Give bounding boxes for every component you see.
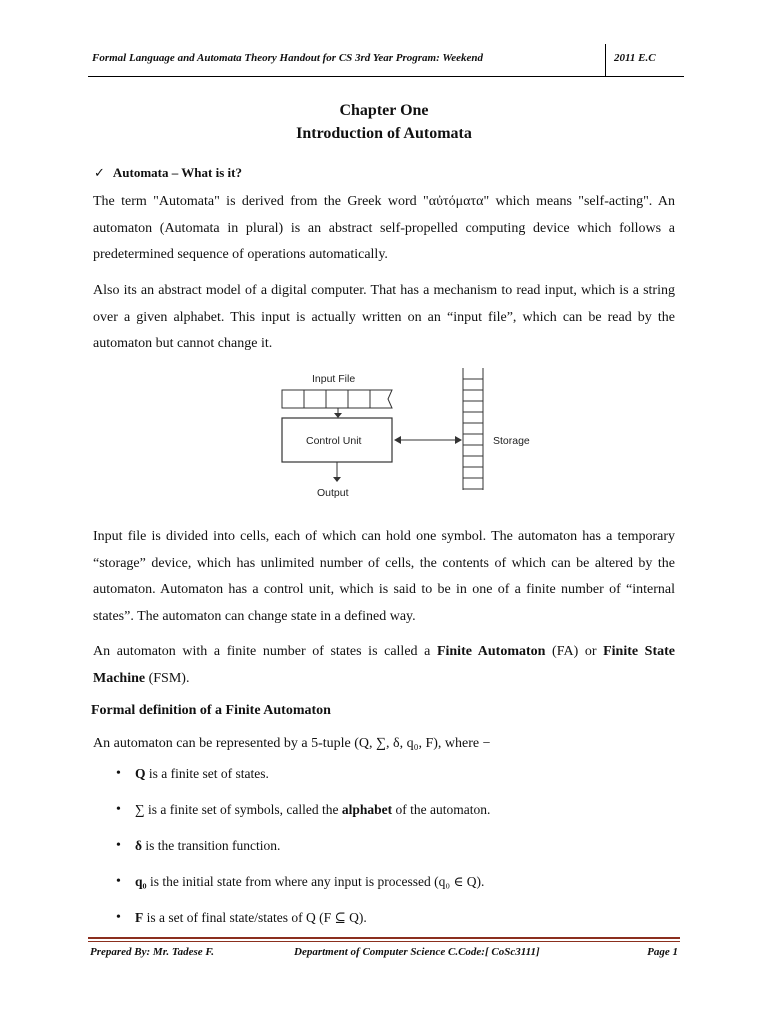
chapter-number: Chapter One xyxy=(339,102,429,119)
footer-rule-thick xyxy=(88,937,680,939)
paragraph-five-tuple: An automaton can be represented by a 5-tuple (Q, ∑, δ, q₀, F), where − xyxy=(93,736,491,751)
list-item-symbol: ∑ xyxy=(135,802,145,817)
list-item xyxy=(116,798,676,834)
term-finite-state-machine: Finite State Machine xyxy=(93,644,676,686)
storage-stack xyxy=(463,368,483,490)
definition-list xyxy=(116,762,676,942)
term-finite-automaton: Finite Automaton xyxy=(436,644,546,659)
p4-pre: An automaton with a finite number of states is called a xyxy=(93,644,437,659)
storage-label: Storage xyxy=(493,435,530,447)
list-item-text: is the transition function. xyxy=(142,838,281,853)
bullet-icon: • xyxy=(116,802,121,817)
paragraph-definition: The term "Automata" is derived from the Greek word "αὐτόματα" which means "self-acting". An automaton (Automata in plural) is an abstract self-propelled computing device which follows a predetermined sequence of operations automatically. xyxy=(93,194,675,262)
control-unit-label: Control Unit xyxy=(306,435,362,447)
footer-department: Department of Computer Science C.Code:[ CoSc3111] xyxy=(294,946,540,958)
input-tape xyxy=(282,390,392,408)
list-item-text: is the initial state from where any input is processed (q₀ ∈ Q). xyxy=(146,874,485,889)
formal-definition-heading: Formal definition of a Finite Automaton xyxy=(91,703,331,718)
list-item-symbol: q₀ xyxy=(135,874,147,889)
list-item xyxy=(116,762,676,798)
header-title: Formal Language and Automata Theory Handout for CS 3rd Year Program: Weekend xyxy=(92,52,484,64)
paragraph-model: Also its an abstract model of a digital computer. That has a mechanism to read input, which is a string over a given alphabet. This input is actually written on an “input file”, which can be read by the automaton but cannot change it. xyxy=(93,283,675,351)
header-divider xyxy=(605,44,606,76)
section-heading-text: Automata – What is it? xyxy=(112,165,242,180)
list-item-symbol: Q xyxy=(135,766,146,781)
footer-page-number: Page 1 xyxy=(647,946,678,958)
footer-rule-thin xyxy=(88,941,680,942)
bullet-icon: • xyxy=(116,838,121,853)
check-icon: ✓ xyxy=(94,165,105,180)
section-heading xyxy=(94,165,242,181)
bullet-icon: • xyxy=(116,766,121,781)
list-item-text: is a finite set of states. xyxy=(145,766,269,781)
list-item-tail: of the automaton. xyxy=(392,802,491,817)
output-label: Output xyxy=(317,487,349,499)
bullet-icon: • xyxy=(116,910,121,925)
page-footer xyxy=(90,946,680,962)
paragraph-finite-automaton xyxy=(93,639,675,692)
list-item-symbol: F xyxy=(135,910,144,925)
list-item xyxy=(116,834,676,870)
list-item xyxy=(116,870,676,906)
bullet-icon: • xyxy=(116,874,121,889)
term-alphabet: alphabet xyxy=(341,802,393,817)
list-item-symbol: δ xyxy=(135,838,143,853)
p4-mid: (FA) or xyxy=(545,644,604,659)
header-year: 2011 E.C xyxy=(614,52,656,64)
paragraph-input-file: Input file is divided into cells, each of which can hold one symbol. The automaton has a temporary “storage” device, which has unlimited number of cells, the contents of which can be altered by the automaton. Automaton has a control unit, which is said to be in one of a finite number of “internal states”. The automaton can change state in a defined way. xyxy=(93,529,675,624)
list-item-text: is a set of final state/states of Q (F ⊆ Q). xyxy=(143,910,367,925)
input-file-label: Input File xyxy=(312,373,356,385)
input-arrow xyxy=(334,408,342,418)
footer-rule xyxy=(88,937,680,942)
page-header xyxy=(88,42,684,77)
chapter-title: Introduction of Automata xyxy=(296,125,472,142)
output-arrow xyxy=(333,462,341,482)
footer-prepared-by: Prepared By: Mr. Tadese F. xyxy=(90,946,215,958)
p4-post: (FSM). xyxy=(145,670,190,686)
list-item-text: is a finite set of symbols, called the xyxy=(144,802,342,817)
storage-arrow xyxy=(394,436,462,444)
automaton-diagram xyxy=(270,366,560,506)
